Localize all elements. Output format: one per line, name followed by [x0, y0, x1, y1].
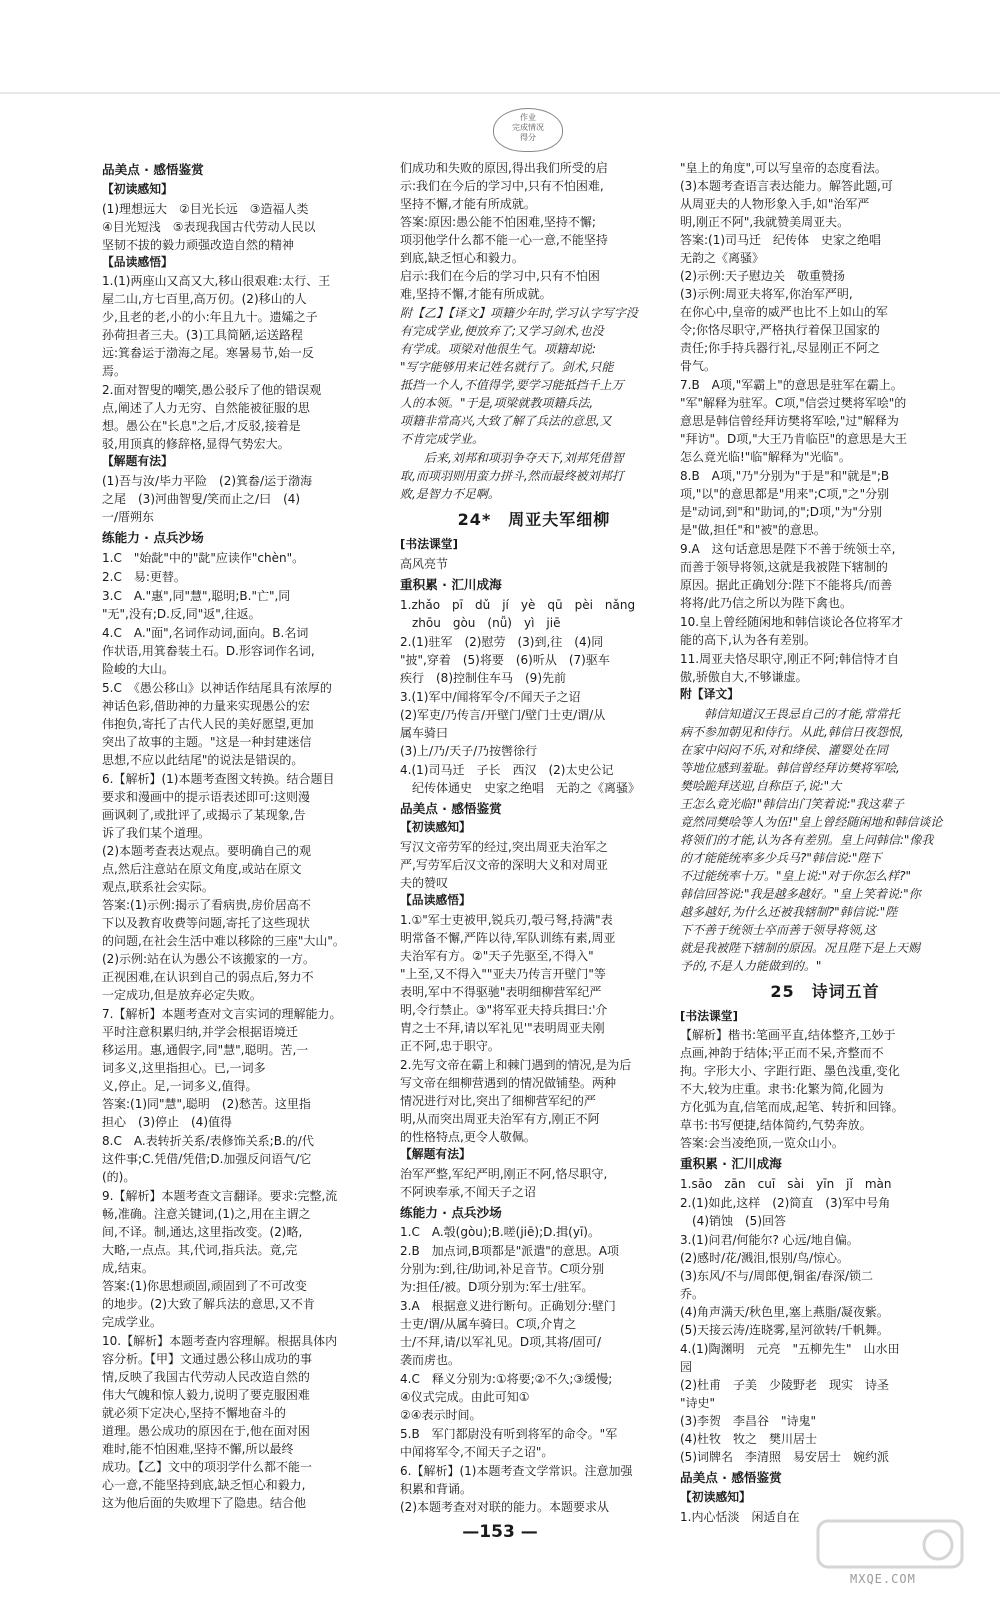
- chapter-title: 24* 周亚夫军细柳: [457, 510, 611, 529]
- text-paragraph: (1)吾与汝/毕力平险 (2)箕畚/运于渤海 之尾 (3)河曲智叟/笑而止之/曰 (4) 一/厝朔东: [102, 473, 313, 524]
- stamp-line: 得分: [520, 133, 536, 142]
- text-paragraph: 8.B A项,"乃"分别为"于是"和"就是";B 项,"以"的意思都是"用来";C项,"之"分别 是"动词,到"和"助词,的";D项,"为"分别 是"做,担任"和"被"的意思。: [680, 469, 890, 537]
- subsection-label: 附【译文】: [680, 687, 739, 701]
- page-number: —153 —: [462, 1522, 538, 1542]
- subsection-label: 【解题有法】: [400, 1146, 471, 1161]
- text-paragraph: 10.皇上曾经随闲地和韩信谈论各位将军才 能的高下,认为各有差别。: [680, 615, 904, 647]
- text-paragraph: 7.【解析】本题考查对文言实词的理解能力。 平时注意积累归纳,并学会根据语境迁 移运用。惠,通假字,同"慧",聪明。苦,一 词多义,这里指担心。已,一词多 义,停止。足,一词多义,值得。 答案:(1)同"慧",聪明 (2)愁苦。这里指 担心 (3)停止 (4)值得: [102, 1006, 342, 1129]
- grading-stamp: [493, 108, 563, 152]
- column-left: [102, 158, 388, 1530]
- chapter-title: 25 诗词五首: [770, 981, 880, 1001]
- stamp-line: 作业: [520, 113, 536, 122]
- column-right: [680, 158, 970, 1530]
- section-heading: 练能力 · 点兵沙场: [400, 1204, 502, 1220]
- text-paragraph: 治军严整,军纪严明,刚正不阿,恪尽职守, 不阿谀奉承,不闻天子之诏: [400, 1166, 608, 1199]
- subsection-label: [书法课堂]: [680, 1008, 738, 1023]
- text-paragraph: 2.先写文帝在霸上和棘门遇到的情况,是为后 写文帝在细柳营遇到的情况做铺垫。两种 情况进行对比,突出了细柳营军纪的严 明,从而突出周亚夫治军有方,刚正不阿 的性格特点,更令人敬佩。: [400, 1057, 632, 1144]
- text-paragraph: "皇上的角度",可以写皇帝的态度看法。 (3)本题考查语言表达能力。解答此题,可 从周亚夫的人物形象入手,如"治军严 明,刚正不阿",我就赞美周亚夫。 答案:(1)司马迁 纪传体 史家之绝唱 无韵之《离骚》 (2)示例:天子慰边关 敬重赞扬 (3)示例:周亚夫将军,你治军严明, 在你心中,皇帝的威严也比不上如山的军 令;你恪尽职守,严格执行着保卫国家的 责任;你手持兵器行礼,尽显刚正不阿之 骨气。: [680, 161, 893, 373]
- text-paragraph: 1.C "始龀"中的"龀"应读作"chèn"。: [102, 550, 305, 565]
- subsection-label: 【初读感知】: [102, 181, 173, 196]
- text-paragraph: 附【乙】【译文】项籍少年时,学习认字写字没 有完成学业,便放弃了;又学习剑术,也没 有学成。项梁对他很生气。项籍却说: "写字能够用来记姓名就行了。剑术,只能 抵挡一个人,不值得学,要学习能抵挡千上万 人的本领。"于是,项梁就教项籍兵法, 项籍非常高兴,大致了解了兵法的意思,又 不肯完成学业。: [400, 306, 638, 446]
- text-paragraph: 高风亮节: [400, 556, 449, 571]
- text-paragraph: 3.(1)军中/闻将军令/不闻天子之诏 (2)军吏/乃传言/开壁门/壁门士吏/谓/从 属车骑曰 (3)上/乃/天子/乃按辔徐行: [400, 689, 606, 758]
- text-paragraph: 9.A 这句话意思是陛下不善于统领士卒, 而善于领导将领,这就是我被陛下辖制的 原因。据此正确划分:陛下不能将兵/而善 将将/此乃信之所以为陛下禽也。: [680, 542, 896, 610]
- section-heading: 练能力 · 点兵沙场: [102, 529, 204, 545]
- subsection-label: 【品读感悟】: [400, 893, 471, 908]
- watermark-text: MXQE.COM: [850, 1572, 916, 1586]
- stamp-line: 完成情况: [512, 123, 544, 132]
- text-paragraph: 2.(1)驻军 (2)慰劳 (3)到,往 (4)同 "披",穿着 (5)将要 (6)听从 (7)驱车 疾行 (8)控制住车马 (9)先前: [400, 634, 610, 685]
- text-paragraph: 5.C 《愚公移山》以神话作结尾具有浓厚的 神话色彩,借助神的力量来实现愚公的宏 伟抱负,寄托了古代人民的美好愿望,更加 突出了故事的主题。"这是一种封建迷信 思想,不应以此结尾"的说法是错误的。: [102, 680, 332, 767]
- text-paragraph: 韩信知道汉王畏忌自己的才能,常常托 病不参加朝见和侍行。从此,韩信日夜怨恨, 在家中闷闷不乐,对和绛侯、灌婴处在同 等地位感到羞耻。韩信曾经拜访樊将军哙, 樊哙跪拜送迎,自称臣子,说:"大 王怎么竟光临!"韩信出门笑着说:"我这辈子 竟然同樊哙等人为伍!"皇上曾经随闲地和韩信谈论 将领们的才能,认为各有差别。皇上问韩信:"像我 的才能能统率多少兵马?"韩信说:"陛下 不过能统率十万。"皇上说:"对于你怎么样?" 韩信回答说:"我是越多越好。"皇上笑着说:"你 越多越好,为什么还被我辖制?"韩信说:"陛 下不善于统领士卒而善于领导将领,这 就是我被陛下辖制的原因。况且陛下是上天赐 予的,不是人力能做到的。": [680, 706, 943, 973]
- text-paragraph: 4.(1)陶渊明 元亮 "五柳先生" 山水田 园 (2)杜甫 子美 少陵野老 现实 诗圣 "诗史" (3)李贺 李昌谷 "诗鬼" (4)杜牧 牧之 樊川居士 (5)词牌名 李清照 易安居士 婉约派: [680, 1342, 900, 1465]
- section-heading: 品美点 · 感悟鉴赏: [400, 800, 502, 816]
- text-paragraph: 6.【解析】(1)本题考查文学常识。注意加强 积累和背诵。 (2)本题考查对对联的能力。本题要求从: [400, 1464, 633, 1515]
- text-paragraph: 1.(1)两座山又高又大,移山很艰难:太行、王 屋二山,方七百里,高万仞。(2)移山的人 少,且老的老,小的小:年且九十。遗孀之子 孙荷担者三夫。(3)工具简陋,运送路程 远:箕畚运于渤海之尾。寒暑易节,始一反 焉。: [102, 274, 331, 379]
- text-paragraph: 2.B 加点词,B项都是"派遣"的意思。A项 分别为:到,往/助词,补足音节。C项分别 为:担任/被。D项分别为:军士/驻军。: [400, 1244, 619, 1295]
- text-paragraph: 1.C A.彀(gòu);B.嗟(jiē);D.揖(yī)。: [400, 1225, 600, 1240]
- subsection-label: 【解题有法】: [102, 454, 173, 469]
- text-paragraph: 3.(1)问君/何能尔? 心远/地自偏。 (2)感时/花/溅泪,恨别/鸟/惊心。 (3)东风/不与/周郎便,铜雀/春深/锁二 乔。 (4)角声满天/秋色里,塞上燕脂/凝夜紫。 (5)天接云涛/连晓雾,星河欲转/千帆舞。: [680, 1233, 889, 1338]
- text-paragraph: 3.C A."惠",同"慧",聪明;B."亡",同 "无",没有;D.反,同"返",往返。: [102, 588, 291, 621]
- section-heading: 品美点 · 感悟鉴赏: [102, 162, 204, 177]
- text-paragraph: 们成功和失败的原因,得出我们所受的启 示:我们在今后的学习中,只有不怕困难, 坚持不懈,才能有所成就。 答案:原因:愚公能不怕困难,坚持不懈; 项羽他学什么都不能一心一意,不能坚持 到底,缺乏恒心和毅力。 启示:我们在今后的学习中,只有不怕困 难,坚持不懈,才能有所成就。: [400, 161, 608, 301]
- text-paragraph: 11.周亚夫恪尽职守,刚正不阿;韩信恃才自 傲,骄傲自大,不够谦虚。: [680, 652, 899, 684]
- text-paragraph: 1.zhǎo pī dǔ jí yè qū pèi nǎng zhōu gòu (nǚ) yì jiē: [400, 597, 636, 630]
- subsection-label: 【初读感知】: [680, 1490, 751, 1505]
- text-paragraph: 10.【解析】本题考查内容理解。根据具体内 容分析。【甲】文通过愚公移山成功的事 情,反映了我国古代劳动人民改造自然的 伟大气魄和惊人毅力,说明了要克服困难 就必须下定决心,坚持不懈地奋斗的 道理。愚公成功的原因在于,他在面对困 难时,能不怕困难,坚持不懈,所以最终 成功。【乙】文中的项羽学什么都不能一 心一意,不能坚持到底,缺乏恒心和毅力, 这为他后面的失败埋下了隐患。结合他: [102, 1333, 338, 1510]
- text-paragraph: 7.B A项,"军霸上"的意思是驻军在霸上。 "军"解释为驻军。C项,"信尝过樊将军哙"的 意思是韩信曾经拜访樊将军哙,"过"解释为 "拜访"。D项,"大王乃肯临臣"的意思是大王 怎么竟光临!"临"解释为"光临"。: [680, 378, 908, 464]
- text-paragraph: 4.(1)司马迁 子长 西汉 (2)太史公记 纪传体通史 史家之绝唱 无韵之《离骚》: [400, 762, 641, 795]
- text-paragraph: 9.【解析】本题考查文言翻译。要求:完整,流 畅,准确。注意关键词,(1)之,用在主谓之 间,不译。制,通达,这里指改变。(2)略, 大略,一点点。其,代词,指兵法。竟,完 成,结束。 答案:(1)你思想顽固,顽固到了不可改变 的地步。(2)大致了解兵法的意思,又不肯 完成学业。: [102, 1188, 338, 1329]
- text-paragraph: 5.B 军门都尉没有听到将军的命令。"军 中闻将军令,不闻天子之诏"。: [400, 1427, 618, 1460]
- section-heading: 重积累 · 汇川成海: [680, 1156, 782, 1172]
- subsection-label: 【初读感知】: [400, 820, 471, 835]
- scan-shadow-band: [0, 92, 1000, 94]
- text-paragraph: 6.【解析】(1)本题考查图文转换。结合题目 要求和漫画中的提示语表述即可:这则漫 画讽刺了,或批评了,或揭示了某现象,告 诉了我们某个道理。 (2)本题考查表达观点。要明确自己的观 点,然后注意站在原文角度,或站在原文 观点,联系社会实际。 答案:(1)示例:揭示了看病贵,房价居高不 下以及教育收费等问题,寄托了这些现状 的问题,在社会生活中难以移除的三座"大山"。 (2)示例:站在认为愚公不该搬家的一方。 正视困难,在认识到自己的弱点后,努力不 一定成功,但是放弃必定失败。: [102, 771, 345, 1002]
- subsection-label: [书法课堂]: [400, 537, 458, 551]
- text-paragraph: 后来,刘邦和项羽争夺天下,刘邦凭借智 取,而项羽则用蛮力拼斗,然而最终被刘邦打 败,是智力不足啊。: [400, 451, 624, 501]
- text-paragraph: 2.面对智叟的嘲笑,愚公驳斥了他的错误观 点,阐述了人力无穷、自然能被征服的思 想。愚公在"长息"之后,才反驳,接着是 驳,用顶真的修辞格,显得气势宏大。: [102, 383, 322, 452]
- text-paragraph: (1)理想远大 ②目光长远 ③造福人类 ④目光短浅 ⑤表现我国古代劳动人民以 坚韧不拔的毅力顽强改造自然的精神: [102, 201, 316, 252]
- subsection-label: 【品读感悟】: [102, 254, 173, 269]
- text-paragraph: 4.C A."面",名词作动词,面向。B.名词 作状语,用箕畚装土石。D.形容词作名词, 险峻的大山。: [102, 625, 315, 676]
- text-paragraph: 4.C 释义分别为:①将要;②不久;③缓慢; ④仪式完成。由此可知① ②④表示时间。: [400, 1372, 613, 1423]
- text-paragraph: 2.(1)如此,这样 (2)简直 (3)军中号角 (4)销蚀 (5)回答: [680, 1196, 891, 1229]
- section-heading: 重积累 · 汇川成海: [400, 576, 502, 592]
- text-paragraph: 1.内心恬淡 闲适自在: [680, 1509, 800, 1524]
- section-heading: 品美点 · 感悟鉴赏: [680, 1470, 782, 1486]
- text-paragraph: 8.C A.表转折关系/表修饰关系;B.的/代 这件事;C.凭借/凭借;D.加强反问语气/它 (的)。: [102, 1133, 314, 1184]
- column-middle: [400, 158, 668, 1530]
- text-paragraph: 【解析】楷书:笔画平直,结体整齐,工妙于 点画,神韵于结体;平正而不呆,齐整而不 拘。字形大小、字距行距、墨色浅重,变化 不大,较为庄重。隶书:化繁为简,化圆为 方化弧为直,信笔而成,起笔、转折和回锋。 草书:书写便捷,结体简约,气势奔放。 答案:会当凌绝顶,一览众山小。: [680, 1028, 904, 1151]
- text-paragraph: 1.sāo zān cuī sài yīn jǐ màn: [680, 1177, 892, 1192]
- text-paragraph: 2.C 易:更替。: [102, 569, 186, 584]
- text-paragraph: 3.A 根据意义进行断句。正确划分:壁门 士吏/谓/从属车骑曰。C项,介胄之 士/不拜,请/以军礼见。D项,其将/固可/ 袭而虏也。: [400, 1299, 616, 1368]
- text-paragraph: 写汉文帝劳军的经过,突出周亚夫治军之 严,写劳军后汉文帝的深明大义和对周亚 夫的赞叹: [400, 840, 608, 891]
- text-paragraph: 1.①"军士吏被甲,锐兵刃,彀弓弩,持满"表 明常备不懈,严阵以待,军队训练有素,周亚 夫治军有方。②"天子先驱至,不得入" "上至,又不得入""亚夫乃传言开壁门"等 表明,军中不得驱驰"表明细柳营军纪严 明,令行禁止。③"将军亚夫持兵揖曰:'介 胄之士不拜,请以军礼见'"表明周亚夫刚 正不阿,忠于职守。: [400, 912, 616, 1053]
